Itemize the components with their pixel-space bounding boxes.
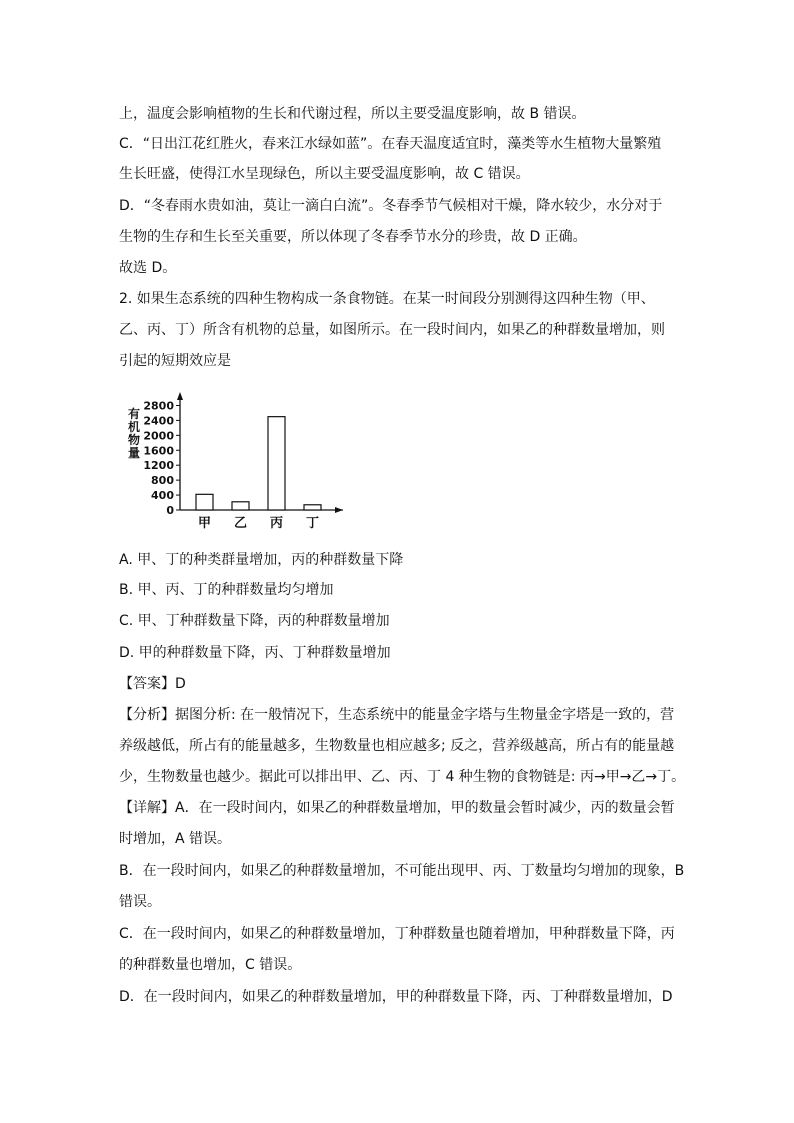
detail-text: 时增加，A 错误。	[119, 831, 232, 847]
y-tick-label: 2800	[143, 399, 174, 413]
analysis-text: 养级越低，所占有的能量越多，生物数量也相应越多; 反之，营养级越高，所占有的能量越	[119, 738, 675, 754]
y-tick-label: 2000	[143, 429, 174, 443]
question-stem: 引起的短期效应是	[119, 353, 231, 369]
analysis-label: 【分析】	[119, 707, 175, 723]
answer-label: 【答案】	[119, 676, 175, 692]
detail-label: 【详解】	[119, 800, 175, 816]
analysis-text: 少，生物数量也越少。据此可以排出甲、乙、丙、丁 4 种生物的食物链是: 丙→甲→乙→丁。	[119, 769, 686, 785]
detail-text: C．在一段时间内，如果乙的种群数量增加，丁种群数量也随着增加，甲种群数量下降，丙	[119, 926, 675, 942]
y-tick-label: 2400	[143, 414, 174, 428]
bar-chart	[125, 388, 355, 533]
bar-4	[304, 505, 321, 510]
x-tick-label: 丙	[269, 516, 284, 531]
option-c: C. 甲、丁种群数量下降，丙的种群数量增加	[119, 613, 390, 629]
y-axis-arrow	[177, 392, 183, 400]
option-d: D. 甲的种群数量下降，丙、丁种群数量增加	[119, 645, 391, 661]
y-axis-label-char: 有	[127, 407, 141, 421]
option-c-explanation: C．“日出江花红胜火，春来江水绿如蓝”。在春天温度适宜时，藻类等水生植物大量繁殖	[119, 136, 662, 152]
option-d-explanation: D．“冬春雨水贵如油，莫让一滴白白流”。冬春季节气候相对干燥，降水较少，水分对于	[119, 198, 663, 214]
y-tick-label: 0	[166, 504, 174, 517]
y-tick-label: 800	[151, 474, 174, 488]
option-b: B. 甲、丙、丁的种群数量均匀增加	[119, 582, 334, 598]
y-axis-label-char: 量	[127, 446, 141, 460]
answer-choice: 故选 D。	[119, 260, 177, 276]
y-axis-label-char: 机	[127, 420, 141, 434]
text-line: 上，温度会影响植物的生长和代谢过程，所以主要受温度影响，故 B 错误。	[119, 106, 586, 122]
analysis-line	[119, 705, 674, 725]
bar-3	[268, 417, 285, 510]
detail-line	[119, 798, 675, 818]
question-stem: 2. 如果生态系统的四种生物构成一条食物链。在某一时间段分别测得这四种生物（甲、	[119, 291, 655, 307]
detail-text: D．在一段时间内，如果乙的种群数量增加，甲的种群数量下降，丙、丁种群数量增加，D	[119, 989, 673, 1005]
y-tick-label: 400	[151, 489, 174, 503]
y-axis-ticks	[143, 399, 180, 517]
bar-1	[196, 494, 213, 510]
analysis-text: 据图分析: 在一般情况下，生态系统中的能量金字塔与生物量金字塔是一致的，营	[175, 707, 675, 723]
x-axis-labels	[198, 516, 319, 531]
y-tick-label: 1600	[143, 444, 174, 458]
option-a: A. 甲、丁的种类群量增加，丙的种群数量下降	[119, 552, 404, 568]
y-axis-label	[128, 406, 140, 460]
chart-bars	[196, 417, 321, 510]
bar-2	[232, 502, 249, 510]
answer-value: D	[175, 676, 186, 692]
detail-text: 错误。	[119, 894, 161, 910]
x-tick-label: 甲	[197, 516, 212, 531]
question-stem: 乙、丙、丁）所含有机物的总量，如图所示。在一段时间内，如果乙的种群数量增加，则	[119, 322, 665, 338]
detail-text: B．在一段时间内，如果乙的种群数量增加，不可能出现甲、丙、丁数量均匀增加的现象，B	[119, 863, 685, 879]
x-tick-label: 丁	[305, 516, 320, 531]
y-tick-label: 1200	[143, 459, 174, 473]
answer-line	[119, 674, 186, 694]
detail-text: A．在一段时间内，如果乙的种群数量增加，甲的数量会暂时减少，丙的数量会暂	[175, 800, 675, 816]
y-axis-label-char: 物	[127, 433, 141, 447]
x-tick-label: 乙	[233, 516, 248, 531]
detail-text: 的种群数量也增加，C 错误。	[119, 957, 302, 973]
x-axis-arrow	[335, 507, 343, 513]
text-line: 生长旺盛，使得江水呈现绿色，所以主要受温度影响，故 C 错误。	[119, 166, 530, 182]
text-line: 生物的生存和生长至关重要，所以体现了冬春季节水分的珍贵，故 D 正确。	[119, 229, 587, 245]
